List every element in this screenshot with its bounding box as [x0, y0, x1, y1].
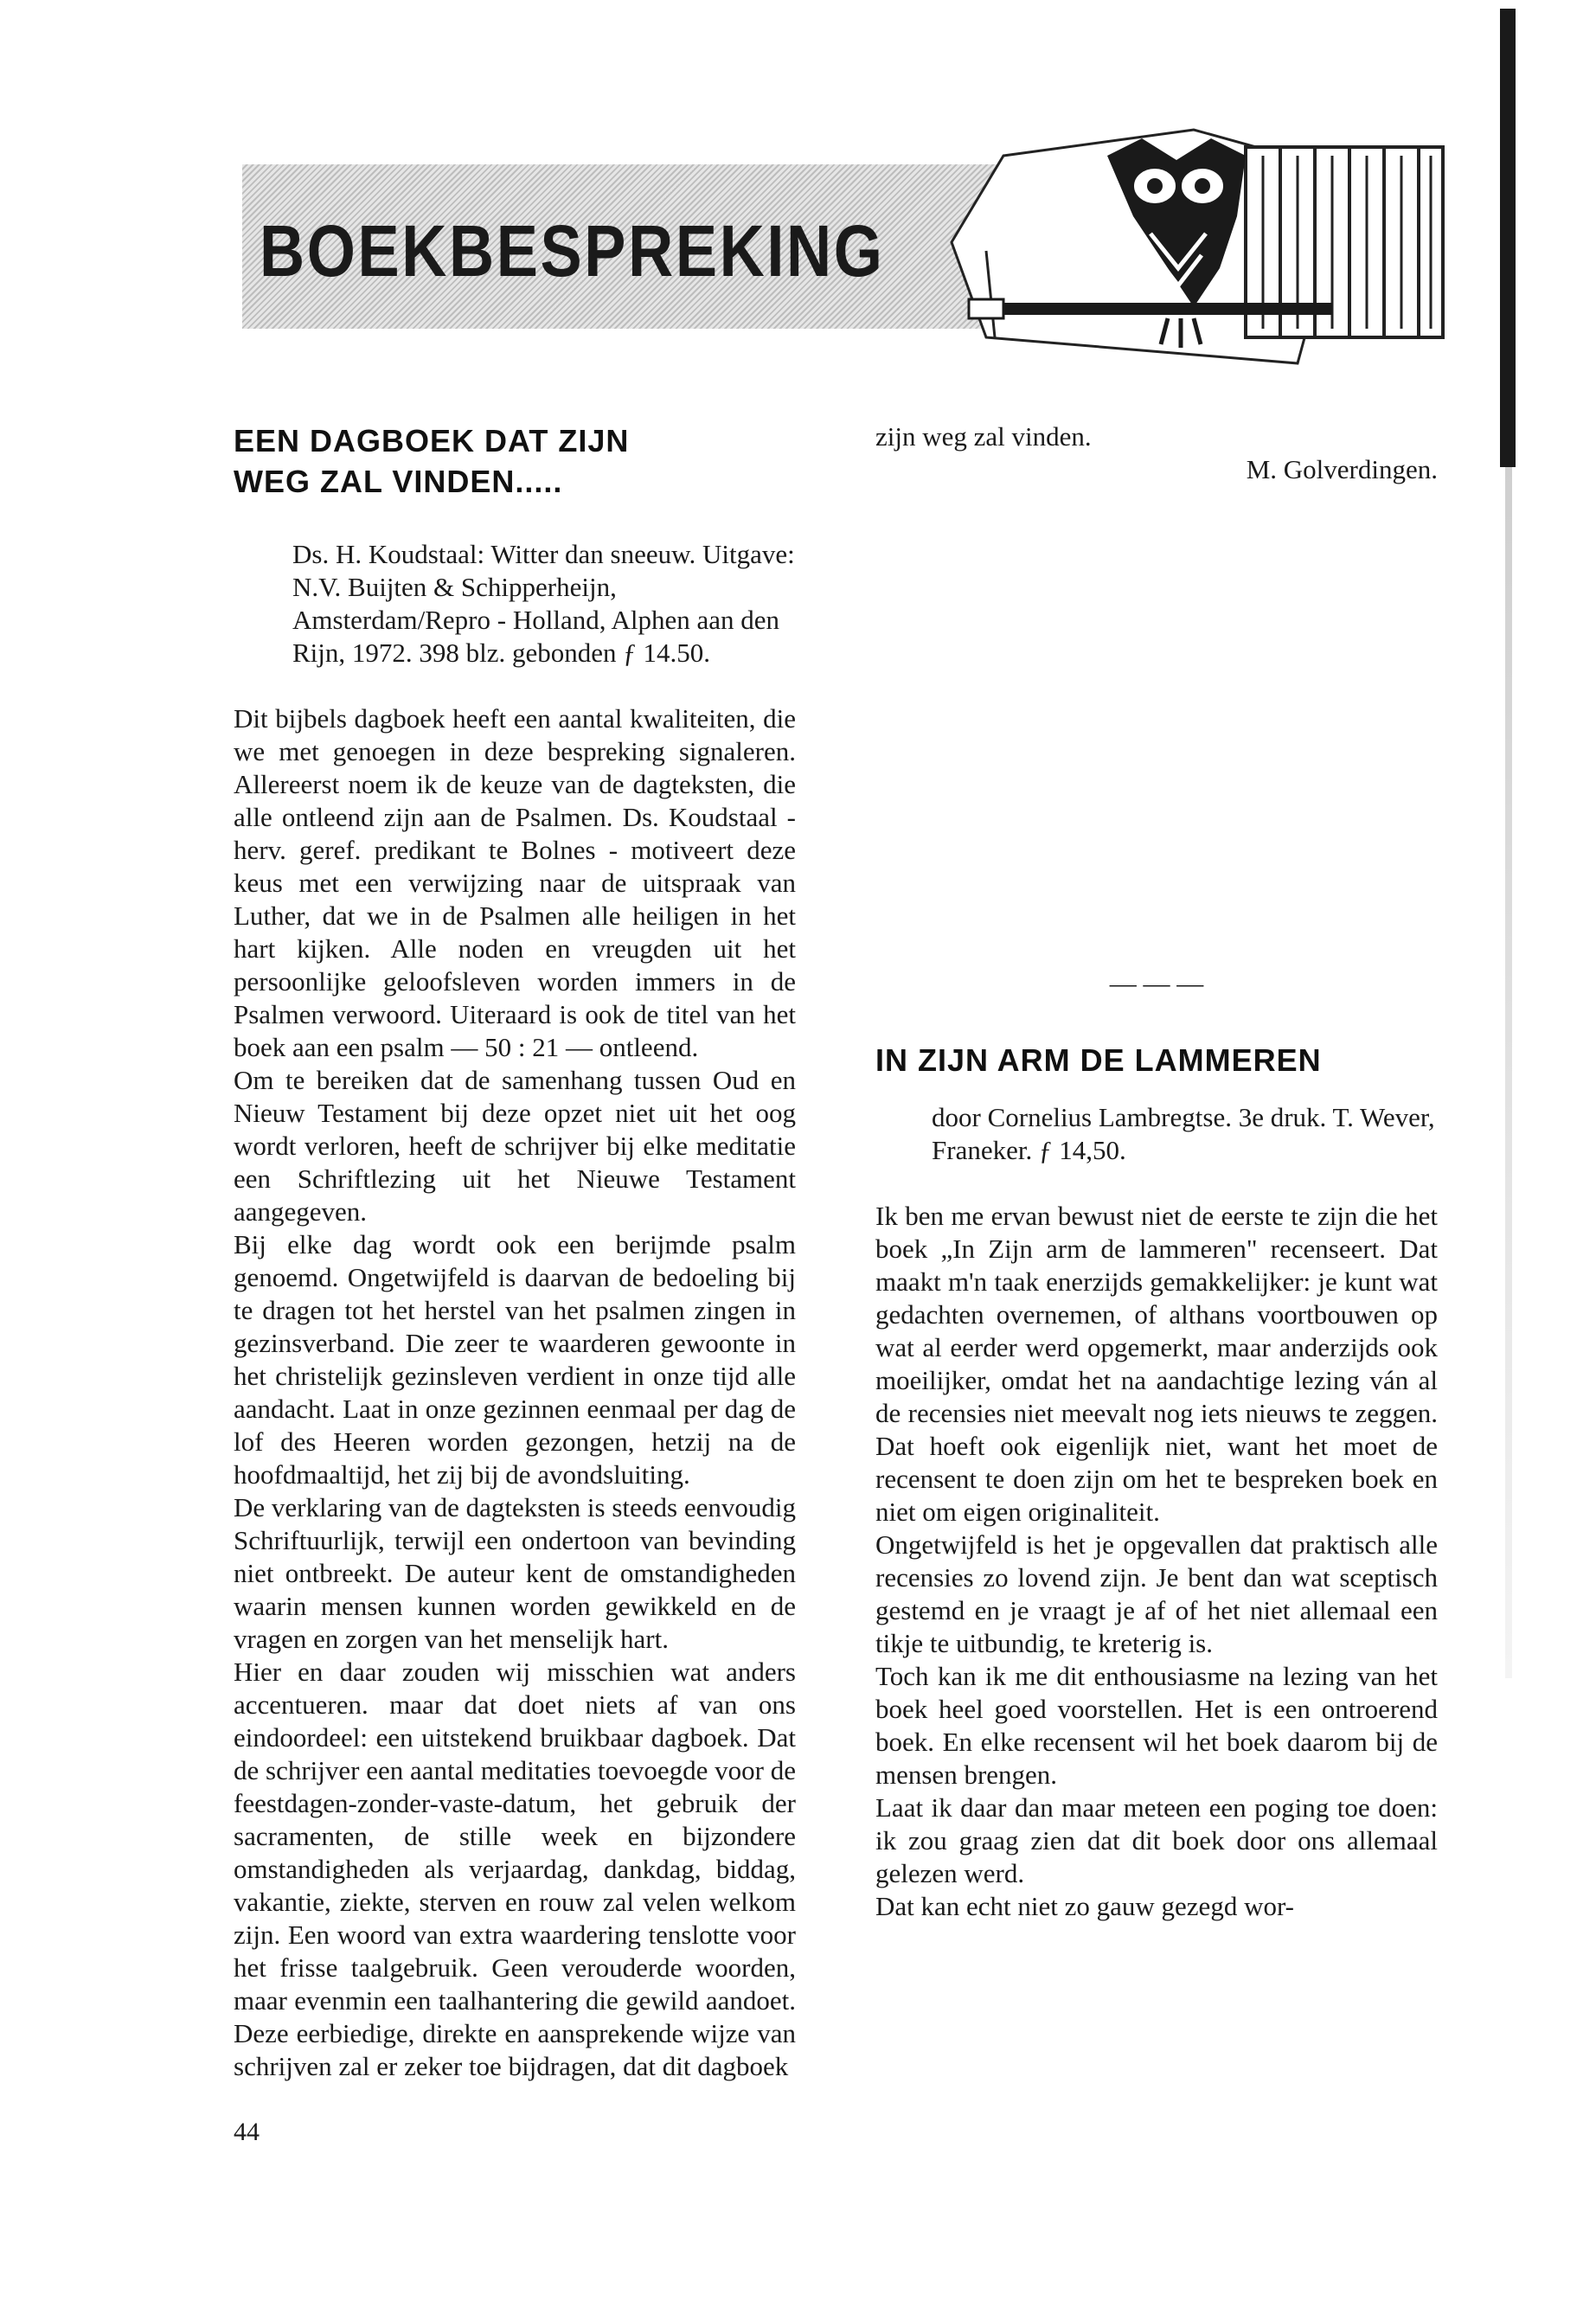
banner-title: BOEKBESPREKING — [260, 210, 885, 292]
review1-heading-line1: EEN DAGBOEK DAT ZIJN — [234, 423, 630, 458]
review1-paragraph-5-continued: zijn weg zal vinden. — [875, 421, 1092, 452]
review2-paragraph-2: Ongetwijfeld is het je opgevallen dat praktisch alle recensies zo lovend zijn. Je bent dan wat sceptisch gestemd en je vraagt je af of het niet allemaal een tikje te uitbundig, te kreterig is. — [875, 1529, 1438, 1658]
section-separator: — — — — [1109, 968, 1204, 998]
review1-paragraph-1: Dit bijbels dagboek heeft een aantal kwaliteiten, die we met genoegen in deze bespreking signaleren. Allereerst noem ik de keuze van de dagteksten, die alle ontleend zijn aan de Psalmen. Ds. Koudstaal - herv. geref. predikant te Bolnes - motiveert deze keus met een verwijzing naar de uitspraak van Luther, dat we in de Psalmen alle heiligen in het hart kijken. Alle noden en vreugden uit het persoonlijke geloofsleven worden immers in de Psalmen verwoord. Uiteraard is ook de titel van het boek aan een psalm — 50 : 21 — ontleend. — [234, 703, 796, 1062]
owl-books-logo-icon — [934, 121, 1453, 381]
review1-paragraph-3: Bij elke dag wordt ook een berijmde psalm genoemd. Ongetwijfeld is daarvan de bedoeling bij te dragen tot het herstel van het psalmen zingen in gezinsverband. Die zeer te waarderen gewoonte in het christelijk gezinsleven verdient in onze tijd alle aandacht. Laat in onze gezinnen eenmaal per dag de lof des Heeren worden gezongen, hetzij na de hoofdmaaltijd, het zij bij de avondsluiting. — [234, 1229, 796, 1490]
review1-paragraph-4: De verklaring van de dagteksten is steeds eenvoudig Schriftuurlijk, terwijl een ondertoon van bevinding niet ontbreekt. De auteur kent de omstandigheden waarin mensen kunnen worden gewikkeld en de vragen en zorgen van het menselijk hart. — [234, 1492, 796, 1654]
review2-paragraph-1: Ik ben me ervan bewust niet de eerste te zijn die het boek „In Zijn arm de lammeren" recenseert. Dat maakt m'n taak enerzijds gemakkelijker: je kunt wat gedachten overnemen, of althans voortbouwen op wat al eerder werd opgemerkt, maar anderzijds ook moeilijker, omdat het na aandachtige lezing ván al de recensies niet meevalt nog iets nieuws te zeggen. Dat hoeft ook eigenlijk niet, want het moet de recensent te doen zijn om het te bespreken boek en niet om eigen originaliteit. — [875, 1201, 1438, 1527]
review2-reference: door Cornelius Lambregtse. 3e druk. T. Wever, Franeker. ƒ 14,50. — [932, 1102, 1435, 1165]
page-edge-bar — [1500, 9, 1516, 467]
right-column — [875, 967, 1438, 1923]
review1-paragraph-5: Hier en daar zouden wij misschien wat anders accentueren. maar dat doet niets af van ons eindoordeel: een uitstekend bruikbaar dagboek. Dat de schrijver een aantal meditaties toevoegde voor de feestdagen-zonder-vaste-datum, het gebruik der sacramenten, de stille week en bijzondere omstandigheden als verjaardag, dankdag, biddag, vakantie, ziekte, sterven en rouw zal velen welkom zijn. Een woord van extra waardering tenslotte voor het frisse taalgebruik. Geen verouderde woorden, maar evenmin een taalhantering die gewild aandoet. Deze eerbiedige, direkte en aansprekende wijze van schrijven zal er zeker toe bijdragen, dat dit dagboek — [234, 1657, 796, 2081]
review1-reference: Ds. H. Koudstaal: Witter dan sneeuw. Uitgave: N.V. Buijten & Schipperheijn, Amsterdam/Repro - Holland, Alphen aan den Rijn, 1972. 398 blz. gebonden ƒ 14.50. — [292, 539, 795, 668]
review1-heading — [234, 420, 796, 502]
review1-paragraph-2: Om te bereiken dat de samenhang tussen Oud en Nieuw Testament bij deze opzet niet uit het oog wordt verloren, heeft de schrijver bij elke meditatie een Schriftlezing uit het Nieuwe Testament aangegeven. — [234, 1065, 796, 1227]
left-column — [234, 420, 796, 2083]
review1-heading-line2: WEG ZAL VINDEN..... — [234, 464, 563, 499]
page-number: 44 — [234, 2118, 260, 2146]
page-edge-shadow — [1505, 467, 1512, 1678]
review2-paragraph-3: Toch kan ik me dit enthousiasme na lezing van het boek heel goed voorstellen. Het is een ontroerend boek. En elke recensent wil het boek daarom bij de mensen brengen. — [875, 1661, 1438, 1790]
review2-paragraph-4: Laat ik daar dan maar meteen een poging toe doen: ik zou graag zien dat dit boek door ons allemaal gelezen werd. — [875, 1792, 1438, 1888]
review1-signature: M. Golverdingen. — [1246, 454, 1438, 484]
review2-heading: IN ZIJN ARM DE LAMMEREN — [875, 1042, 1322, 1078]
review2-paragraph-5: Dat kan echt niet zo gauw gezegd wor- — [875, 1891, 1294, 1921]
right-column-continuation — [875, 420, 1438, 486]
